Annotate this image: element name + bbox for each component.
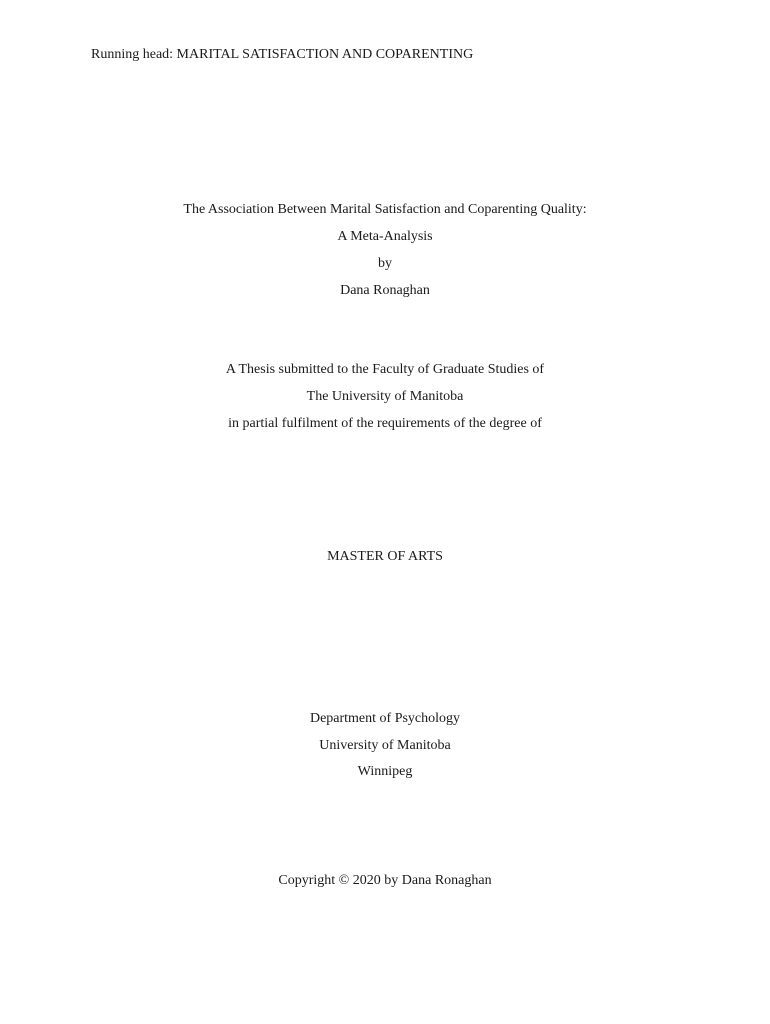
thesis-title-line-2: A Meta-Analysis (337, 229, 433, 244)
thesis-title-line-1: The Association Between Marital Satisfaction and Coparenting Quality: (183, 202, 587, 217)
running-head: Running head: MARITAL SATISFACTION AND COPARENTING (91, 47, 474, 62)
submission-line-1: A Thesis submitted to the Faculty of Graduate Studies of (225, 362, 545, 377)
byline-by: by (378, 256, 392, 271)
submission-line-2: The University of Manitoba (306, 389, 464, 404)
author-name: Dana Ronaghan (340, 283, 430, 298)
department: Department of Psychology (309, 711, 461, 726)
degree-name: MASTER OF ARTS (327, 549, 443, 564)
university: University of Manitoba (319, 738, 451, 753)
submission-line-3: in partial fulfilment of the requirements of the degree of (228, 416, 542, 431)
city: Winnipeg (357, 764, 413, 779)
copyright-notice: Copyright © 2020 by Dana Ronaghan (278, 873, 492, 888)
